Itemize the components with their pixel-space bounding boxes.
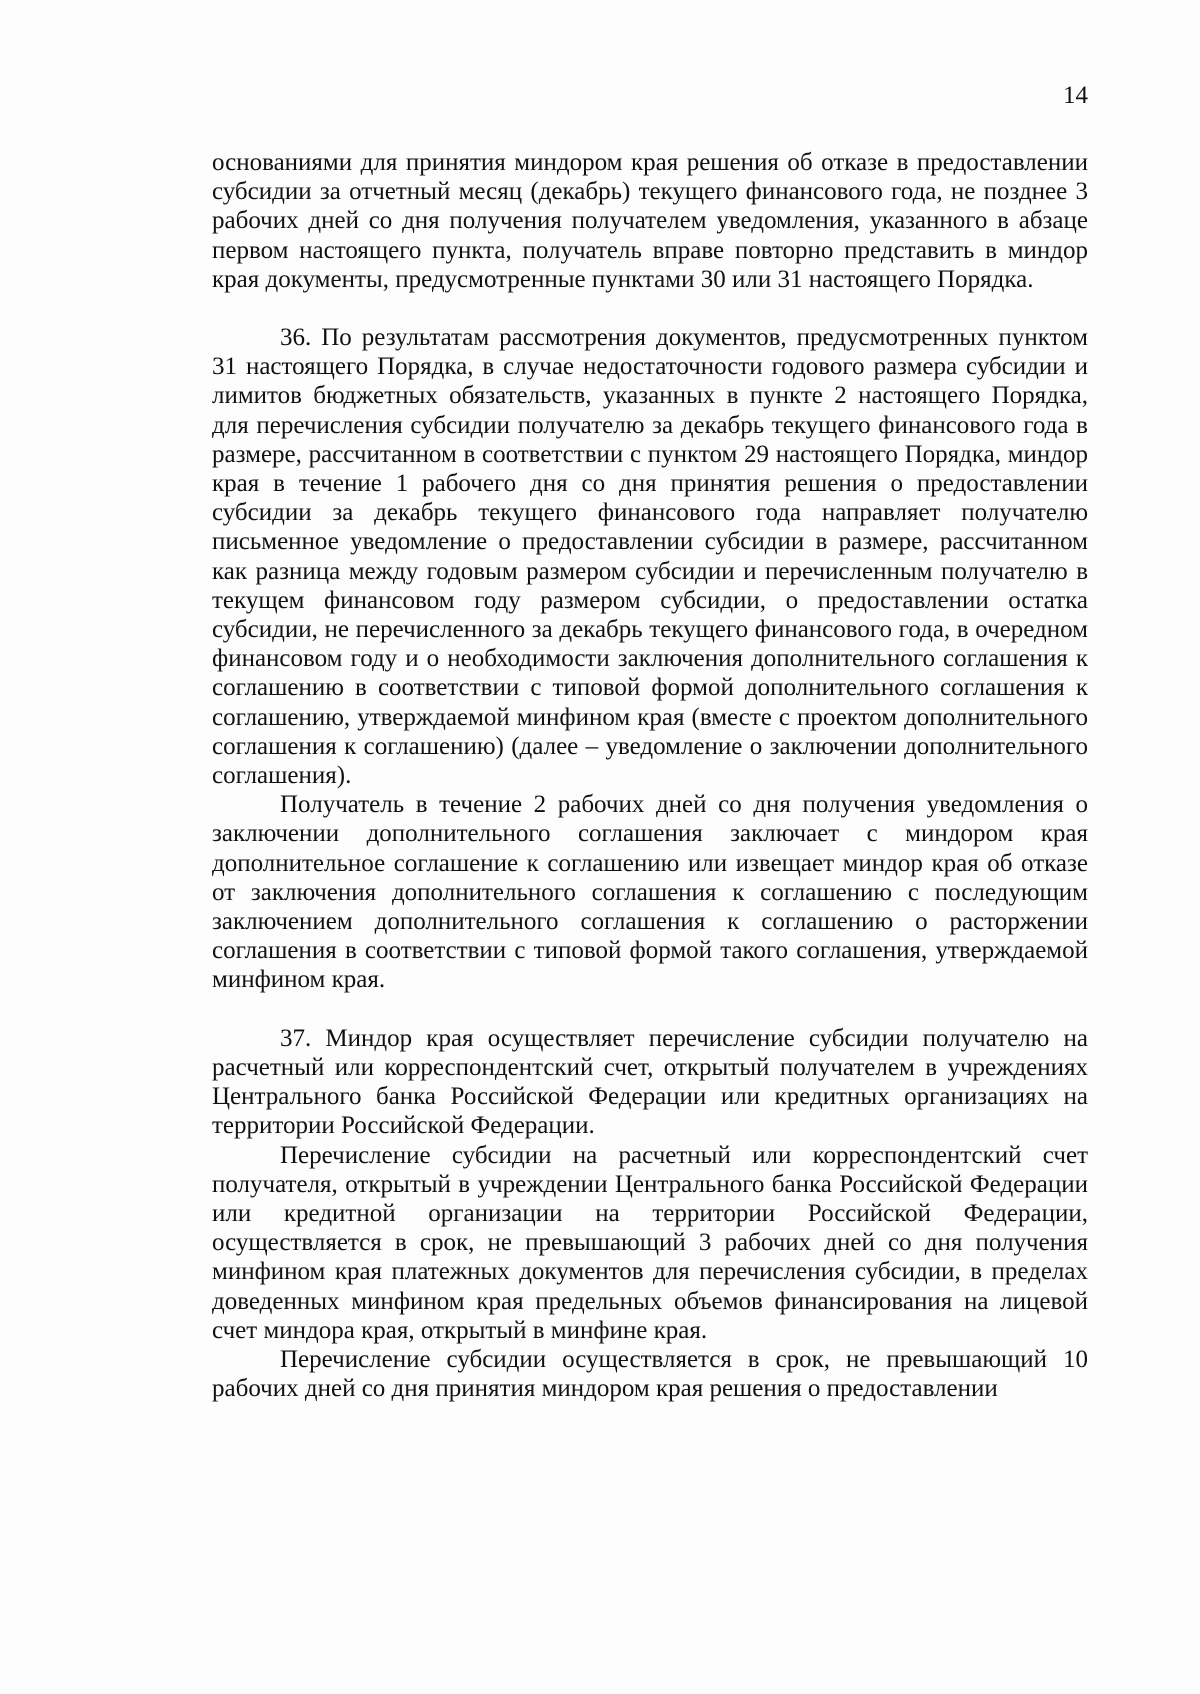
document-body xyxy=(212,148,1088,1403)
paragraph-item-37-term: Перечисление субсидии осуществляется в срок, не превышающий 10 рабочих дней со дня принятия миндором края решения о предоставлении xyxy=(212,1345,1088,1403)
paragraph-item-36-recipient: Получатель в течение 2 рабочих дней со дня получения уведомления о заключении дополнительного соглашения заключает с миндором края дополнительное соглашение к соглашению или извещает миндор края об отказе от заключения дополнительного соглашения к соглашению с последующим заключением дополнительного соглашения к соглашению о расторжении соглашения в соответствии с типовой формой такого соглашения, утверждаемой минфином края. xyxy=(212,791,1088,994)
paragraph-item-37: 37. Миндор края осуществляет перечисление субсидии получателю на расчетный или корреспондентский счет, открытый получателем в учреждениях Центрального банка Российской Федерации или кредитных организациях на территории Российской Федерации. xyxy=(212,1024,1088,1140)
paragraph-item-36: 36. По результатам рассмотрения документов, предусмотренных пунктом 31 настоящего Порядка, в случае недостаточности годового размера субсидии и лимитов бюджетных обязательств, указанных в пункте 2 настоящего Порядка, для перечисления субсидии получателю за декабрь текущего финансового года в размере, рассчитанном в соответствии с пунктом 29 настоящего Порядка, миндор края в течение 1 рабочего дня со дня принятия решения о предоставлении субсидии за декабрь текущего финансового года направляет получателю письменное уведомление о предоставлении субсидии в размере, рассчитанном как разница между годовым размером субсидии и перечисленным получателю в текущем финансовом году размером субсидии, о предоставлении остатка субсидии, не перечисленного за декабрь текущего финансового года, в очередном финансовом году и о необходимости заключения дополнительного соглашения к соглашению в соответствии с типовой формой дополнительного соглашения к соглашению, утверждаемой минфином края (вместе с проектом дополнительного соглашения к соглашению) (далее – уведомление о заключении дополнительного соглашения). xyxy=(212,324,1088,790)
page-number: 14 xyxy=(1063,82,1088,109)
paragraph-continuation: основаниями для принятия миндором края решения об отказе в предоставлении субсидии за отчетный месяц (декабрь) текущего финансового года, не позднее 3 рабочих дней со дня получения получателем уведомления, указанного в абзаце первом настоящего пункта, получатель вправе повторно представить в миндор края документы, предусмотренные пунктами 30 или 31 настоящего Порядка. xyxy=(212,149,1088,293)
paragraph-gap xyxy=(212,995,1088,1024)
paragraph-item-37-transfer: Перечисление субсидии на расчетный или корреспондентский счет получателя, открытый в учреждении Центрального банка Российской Федерации или кредитной организации на территории Российской Федерации, осуществляется в срок, не превышающий 3 рабочих дней со дня получения минфином края платежных документов для перечисления субсидии, в пределах доведенных минфином края предельных объемов финансирования на лицевой счет миндора края, открытый в минфине края. xyxy=(212,1141,1088,1344)
paragraph-gap xyxy=(212,294,1088,323)
